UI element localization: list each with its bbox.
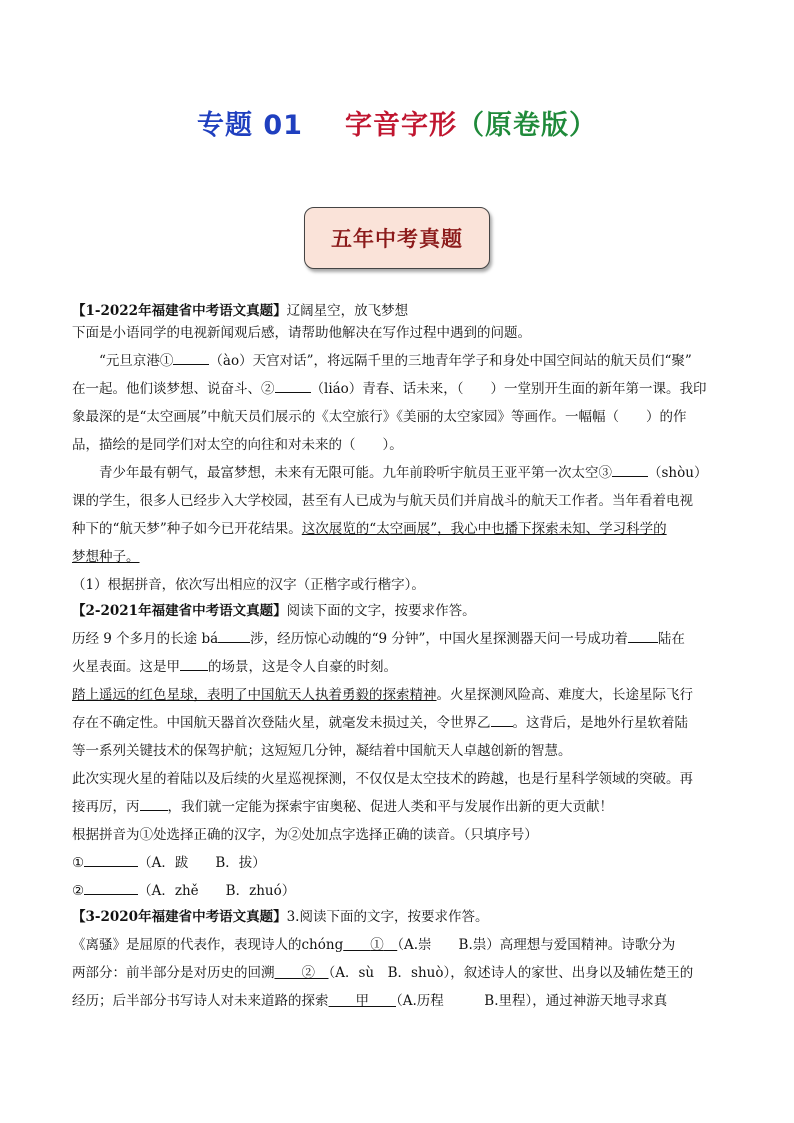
underlined-sentence: 这次展览的“太空画展”，我心中也播下探索未知、学习科学的 <box>301 521 667 537</box>
q2-header <box>72 600 724 622</box>
q1-p1-line4: 品，描绘的是同学们对太空的向往和对未来的（ ）。 <box>72 437 403 453</box>
q3-line2: 两部分：前半部分是对历史的回溯 ② （A．sù B．shuò），叙述诗人的家世、出身以及辅佐楚王的 <box>72 965 694 981</box>
q1-p2-line4: 梦想种子。 <box>72 549 140 565</box>
section-banner: 五年中考真题 <box>304 207 490 269</box>
blank-q3-jia[interactable]: 甲 <box>355 993 369 1009</box>
q2-topic: 阅读下面的文字，按要求作答。 <box>286 603 476 619</box>
q1-p2-line3: 种下的“航天梦”种子如今已开花结果。这次展览的“太空画展”，我心中也播下探索未知、学习科学的 <box>72 521 667 537</box>
q2-line2: 火星表面。这是甲 的场景，这是令人自豪的时刻。 <box>72 656 724 678</box>
q3-tag: 【3-2020年福建省中考语文真题】 <box>72 909 287 925</box>
answer-blank-1[interactable] <box>84 852 138 867</box>
blank-3[interactable] <box>612 462 648 477</box>
q1-p1-line2: 在一起。他们谈梦想、说奋斗、② （liáo）青春、话未来，（ ）一堂别开生面的新年第一课。我印 <box>72 378 724 400</box>
q3-line3: 经历；后半部分书写诗人对未来道路的探索 甲 （A.历程 B.里程），通过神游天地寻求真 <box>72 993 668 1009</box>
q3-header <box>72 906 724 928</box>
page-title <box>0 103 794 142</box>
q3-line1: 《离骚》是屈原的代表作，表现诗人的chóng ① （A.崇 B.祟）高理想与爱国精神。诗歌分为 <box>72 937 676 953</box>
q1-p2-line2: 课的学生，很多人已经步入大学校园，甚至有人已成为与航天员们并肩战斗的航天工作者。当年看着电视 <box>72 493 693 509</box>
q1-header <box>72 300 724 322</box>
q2-line1: 历经 9 个多月的长途 bá 涉，经历惊心动魄的“9 分钟”，中国火星探测器天问一号成功着 陆在 <box>72 628 724 650</box>
q1-subquestion-1: （1）根据拼音，依次写出相应的汉字（正楷字或行楷字）。 <box>72 577 425 593</box>
q2-instruction: 根据拼音为①处选择正确的汉字，为②处加点字选择正确的读音。（只填序号） <box>72 827 538 843</box>
q1-p1-line3: 象最深的是“太空画展”中航天员们展示的《太空旅行》《美丽的太空家园》等画作。一幅幅（ ）的作 <box>72 409 687 425</box>
q2-tag: 【2-2021年福建省中考语文真题】 <box>72 603 287 619</box>
title-topic-number: 专题 01 <box>197 110 303 141</box>
blank-q2-2[interactable] <box>628 628 658 643</box>
q1-p2-line1: 青少年最有朝气，最富梦想，未来有无限可能。九年前聆听宇航员王亚平第一次太空③ （shòu） <box>72 462 724 484</box>
q1-topic: 辽阔星空，放飞梦想 <box>286 303 409 319</box>
q2-line7: 接再厉，丙 ，我们就一定能为探索宇宙奥秘、促进人类和平与发展作出新的更大贡献！ <box>72 796 724 818</box>
blank-q2-yi[interactable] <box>491 712 513 727</box>
q1-p1-line1: “元旦京港① （ào）天宫对话”，将远隔千里的三地青年学子和身处中国空间站的航天员们“聚” <box>72 350 724 372</box>
blank-q2-1[interactable] <box>218 628 250 643</box>
q2-line5: 等一系列关键技术的保驾护航；这短短几分钟，凝结着中国航天人卓越创新的智慧。 <box>72 743 572 759</box>
q2-line3: 踏上遥远的红色星球，表明了中国航天人执着勇毅的探索精神。火星探测风险高、难度大，长途星际飞行 <box>72 687 693 703</box>
q1-tag: 【1-2022年福建省中考语文真题】 <box>72 303 287 319</box>
answer-blank-2[interactable] <box>84 880 138 895</box>
blank-q2-bing[interactable] <box>140 796 168 811</box>
blank-2[interactable] <box>275 378 311 393</box>
blank-q2-jia[interactable] <box>180 656 208 671</box>
q3-topic: 3.阅读下面的文字，按要求作答。 <box>286 909 489 925</box>
q2-option-1: ① （A．跋 B．拔） <box>72 852 724 874</box>
q2-line4: 存在不确定性。中国航天器首次登陆火星，就毫发未损过关，令世界乙 。这背后，是地外行星软着陆 <box>72 712 724 734</box>
blank-1[interactable] <box>173 350 209 365</box>
blank-q3-2[interactable]: ② <box>301 965 315 981</box>
title-edition: （原卷版） <box>456 110 597 141</box>
blank-q3-1[interactable]: ① <box>370 937 384 953</box>
q2-option-2: ② （A．zhě B．zhuó） <box>72 880 724 902</box>
q1-intro: 下面是小语同学的电视新闻观后感，请帮助他解决在写作过程中遇到的问题。 <box>72 325 531 341</box>
title-topic-name: 字音字形 <box>344 110 457 141</box>
q2-line6: 此次实现火星的着陆以及后续的火星巡视探测，不仅仅是太空技术的跨越，也是行星科学领域的突破。再 <box>72 771 693 787</box>
